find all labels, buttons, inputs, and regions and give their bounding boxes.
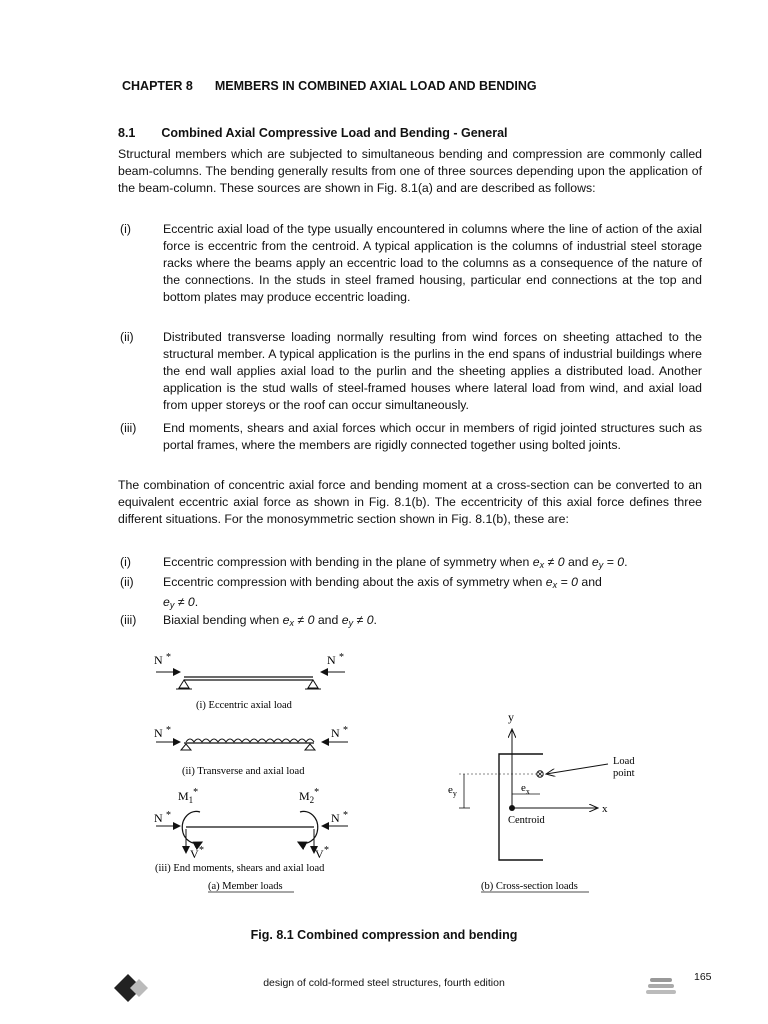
situation-text-a: Eccentric compression with bending in the plane of symmetry when (163, 555, 533, 569)
star-label: * (166, 652, 171, 663)
pin-support (179, 680, 189, 688)
star-label: * (324, 845, 329, 856)
caption-i: (i) Eccentric axial load (196, 700, 292, 711)
n-label: N (154, 653, 163, 667)
n-label: N (154, 811, 163, 825)
combination-paragraph: The combination of concentric axial force and bending moment at a cross-section can be converted to an equivalent eccentric axial force as shown in Fig. 8.1(b). The eccentricity of this axial force defines three different situations. For the monosymmetric section shown in Fig. 8.1(b), these are: (118, 478, 702, 526)
caption-iii: (iii) End moments, shears and axial load (155, 863, 325, 874)
shear-label: V (315, 847, 324, 861)
pin-support (181, 744, 191, 750)
situation-text-a: Eccentric compression with bending about the axis of symmetry when (163, 575, 546, 589)
x-axis-label: x (602, 803, 608, 815)
n-label: N (331, 726, 340, 740)
ex-condition: ≠ 0 (293, 613, 315, 627)
period: . (624, 555, 628, 569)
ey-symbol: e (163, 595, 170, 609)
source-num: (ii) (120, 330, 134, 344)
ex-sub: x (552, 580, 558, 590)
caption-ii: (ii) Transverse and axial load (182, 766, 305, 777)
section-loads-label: (b) Cross-section loads (481, 881, 578, 892)
load-label: Load (613, 756, 635, 767)
n-label: N (154, 726, 163, 740)
star-label: * (343, 725, 348, 736)
star-label: * (199, 845, 204, 856)
situation-num: (iii) (120, 613, 137, 627)
and-word: and (564, 555, 592, 569)
chapter-title: MEMBERS IN COMBINED AXIAL LOAD AND BENDING (214, 79, 537, 93)
ey-symbol: e (591, 555, 599, 569)
and-word: and (314, 613, 342, 627)
footer-text: design of cold-formed steel structures, fourth edition (263, 977, 505, 989)
star-label: * (166, 725, 171, 736)
intro-paragraph: Structural members which are subjected to simultaneous bending and compression are commonly called beam-columns. The bending generally results from one of three sources depending upon the application of the beam-column. These sources are shown in Fig. 8.1(a) and are described as follows: (118, 147, 702, 195)
shear-label: V (190, 847, 199, 861)
ex-condition: = 0 (557, 575, 578, 589)
ey-condition: ≠ 0 (353, 613, 374, 627)
diagram-eccentric-load (154, 652, 345, 711)
diagram-transverse-load (154, 725, 348, 777)
situation-num: (i) (120, 555, 131, 569)
ex-symbol: e (545, 575, 553, 589)
n-label: N (327, 653, 336, 667)
n-label: N (331, 811, 340, 825)
section-number: 8.1 (118, 126, 136, 140)
ey-sub: y (598, 560, 604, 570)
page-number: 165 (694, 971, 712, 983)
source-text: Distributed transverse loading normally resulting from wind forces on sheeting attached to the structural member. A typical application is the purlins in the end spans of industrial buildings where the end wall applies axial load to the purlin and the sheeting applies a distributed load. Another application is the stud walls of steel-framed houses where lateral load from wind, and axial load from upper storeys or the roof can occur simultaneously. (163, 330, 702, 412)
ex-symbol: e (282, 613, 290, 627)
chapter-number: CHAPTER 8 (122, 79, 193, 93)
diagram-cross-section (448, 710, 635, 860)
roller-support (308, 680, 318, 688)
star-label: * (339, 652, 344, 663)
star-label: * (166, 810, 171, 821)
ex-symbol: e (532, 555, 540, 569)
channel-section (499, 754, 543, 860)
source-text: End moments, shears and axial forces which occur in members of rigid jointed structures such as portal frames, where the members are rigidly connected together using bolted joints. (163, 421, 702, 452)
ey-condition: = 0 (603, 555, 625, 569)
section-title: Combined Axial Compressive Load and Bending - General (161, 126, 508, 140)
moment-label-2: $M_2^*$ (299, 787, 320, 805)
member-loads-label: (a) Member loads (208, 881, 283, 892)
ex-sub: x (289, 618, 294, 628)
ey-label: $e_y$ (448, 784, 457, 798)
source-text: Eccentric axial load of the type usually encountered in columns where the line of action of the axial force is eccentric from the centroid. A typical application is the columns of industrial steel storage racks where the beams apply an eccentric load to the columns as a consequence of the nature of the connections. In the studs in steel framed housing, particular end connections at the top and bottom plates may produce eccentric loading. (163, 222, 702, 304)
source-num: (iii) (120, 421, 137, 435)
y-axis-label: y (508, 710, 514, 724)
point-label: point (613, 768, 635, 779)
roller-support (305, 744, 315, 750)
moment-label-1: $M_1^*$ (178, 787, 199, 805)
period: . (373, 613, 377, 627)
ey-symbol: e (341, 613, 349, 627)
and-word: and (577, 575, 602, 589)
situation-text-a: Biaxial bending when (163, 613, 283, 627)
centroid-dot (509, 805, 515, 811)
ey-sub: y (169, 600, 175, 610)
star-label: * (343, 810, 348, 821)
ex-sub: x (539, 560, 545, 570)
ey-sub: y (348, 618, 354, 628)
distributed-load (186, 739, 314, 742)
period: . (194, 595, 199, 609)
ex-condition: ≠ 0 (544, 555, 565, 569)
diagram-end-moments (154, 787, 348, 874)
figure-caption: Fig. 8.1 Combined compression and bending (250, 928, 518, 942)
centroid-label: Centroid (508, 815, 545, 826)
situation-num: (ii) (120, 575, 134, 589)
load-point-leader (546, 764, 608, 774)
source-num: (i) (120, 222, 131, 236)
ex-label: $e_x$ (521, 782, 530, 796)
ey-condition: ≠ 0 (174, 595, 195, 609)
